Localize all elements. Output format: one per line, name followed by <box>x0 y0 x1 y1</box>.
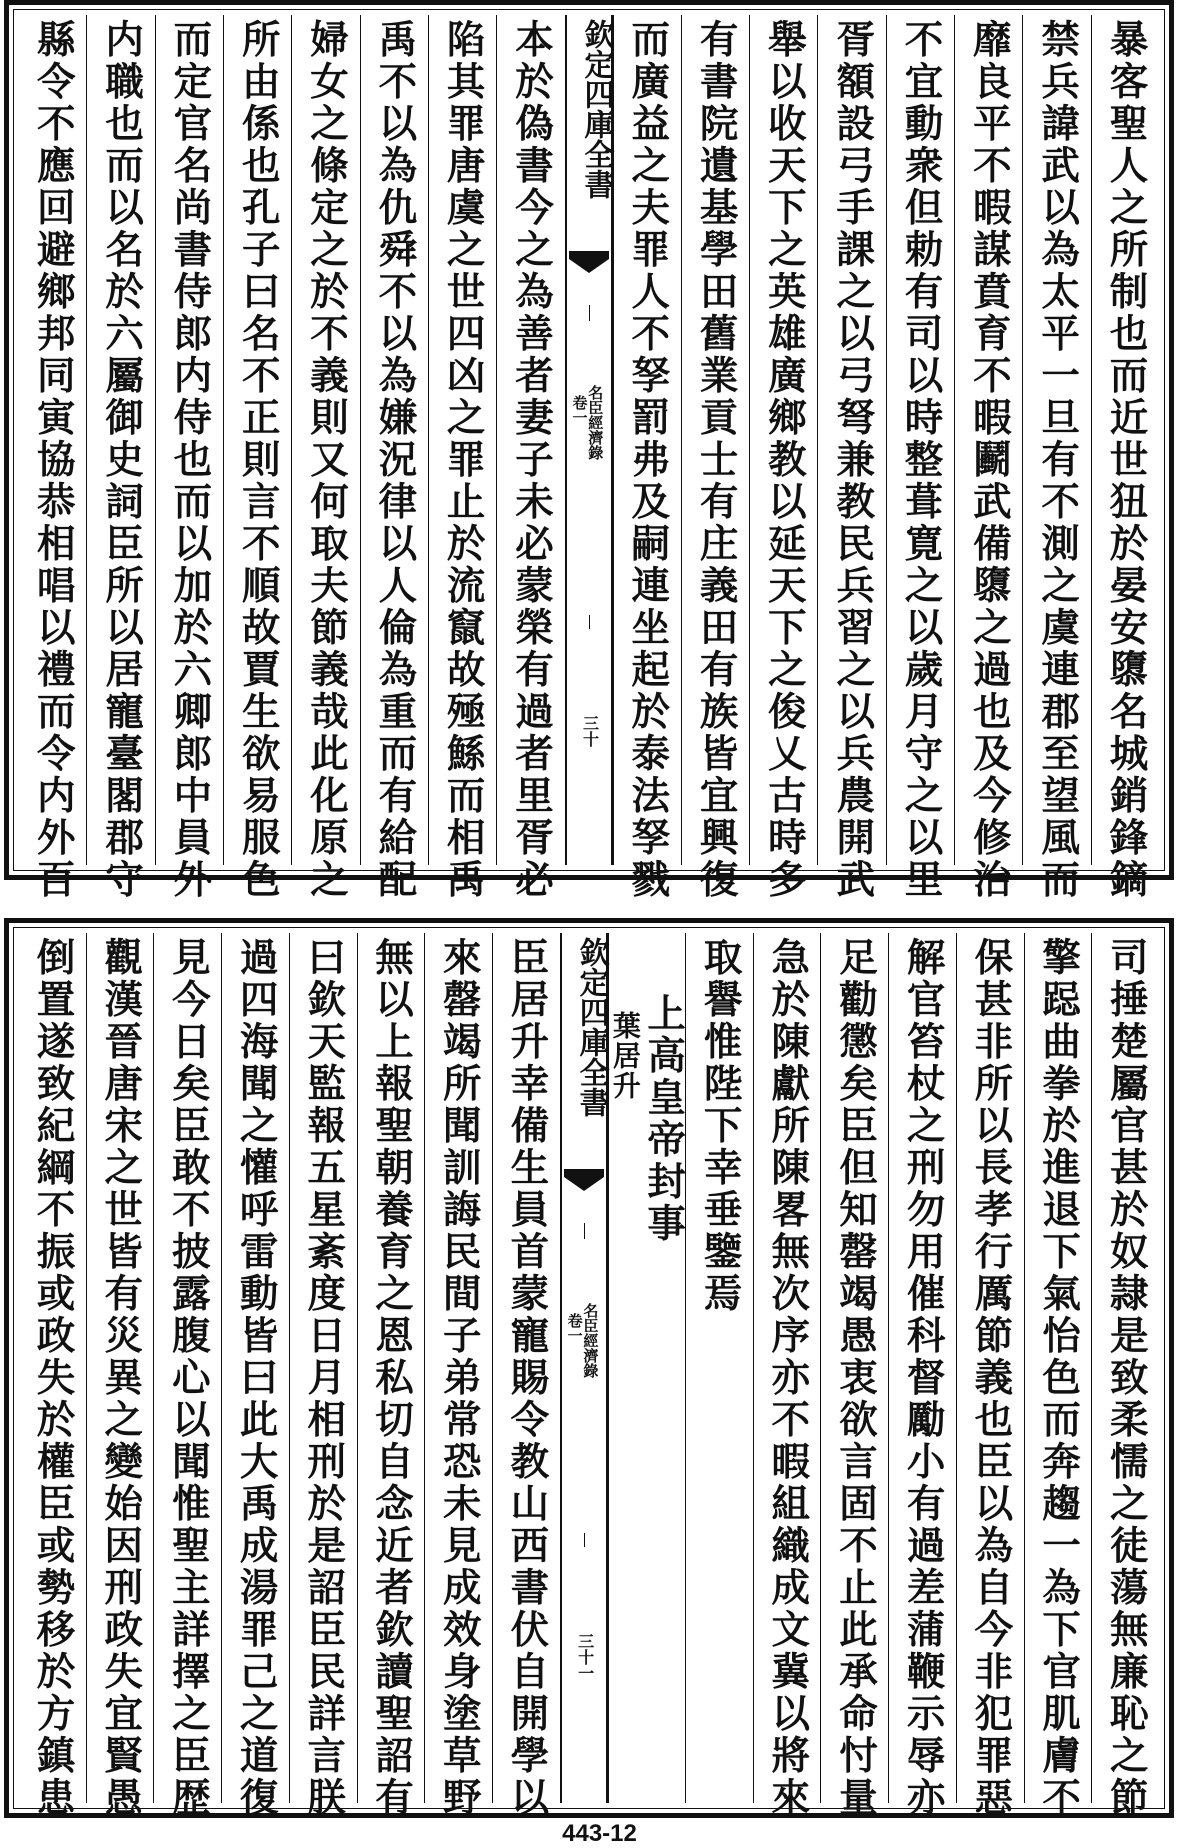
text-column <box>360 15 428 901</box>
column-text: 有書院遺基學田舊業貢士有庄義田有族皆宜興復 <box>693 19 739 901</box>
column-text: 不宜動衆但勅有司以時整葺寛之以歲月守之以里 <box>898 19 944 901</box>
text-column <box>223 15 291 901</box>
gutter-rule <box>589 615 590 629</box>
text-column <box>496 15 564 901</box>
text-column <box>681 15 749 901</box>
gutter-page-number: 三十 <box>580 715 600 747</box>
gutter-book-title: 名臣經濟錄 <box>586 385 605 460</box>
gutter-title: 欽定四庫全書 <box>578 19 614 199</box>
column-text: 解官笞杖之刑勿用催科督勵小有過差蒲鞭示辱亦 <box>900 937 946 1819</box>
text-column <box>86 933 154 1819</box>
column-text: 所由係也孔子曰名不正則言不順故賈生欲易服色 <box>235 19 281 901</box>
column-text: 擎跽曲拳於進退下氣怡色而奔趨一為下官肌膚不 <box>1036 937 1082 1819</box>
text-column <box>19 15 86 901</box>
column-text: 曰欽天監報五星紊度日月相刑於是詔臣民詳言朕 <box>301 937 347 1819</box>
text-column <box>428 15 496 901</box>
memorial-author: 葉居升 <box>608 1011 642 1101</box>
column-text: 見今日矣臣敢不披露腹心以聞惟聖主詳擇之臣歴 <box>165 937 211 1819</box>
column-text: 取譽惟陛下幸垂鑒焉 <box>697 937 743 1315</box>
column-text: 暴客聖人之所制也而近世狃於晏安隳名城銷鋒鏑 <box>1103 19 1149 901</box>
text-column <box>153 933 221 1819</box>
text-column <box>86 15 154 901</box>
gutter-rule <box>584 1223 585 1239</box>
gutter-rule <box>584 1533 585 1547</box>
text-column <box>888 933 956 1819</box>
fishtail-mark-icon <box>564 1169 604 1197</box>
text-column <box>1024 933 1092 1819</box>
column-text: 縣令不應回避鄉邦同寅協恭相唱以禮而令内外百 <box>30 19 76 901</box>
gutter-volume: 卷一 <box>565 1313 584 1343</box>
text-column <box>820 933 888 1819</box>
column-text: 本於偽書今之為善者妻子未必蒙榮有過者里胥必 <box>508 19 554 901</box>
text-column <box>19 933 86 1819</box>
gutter-book-title: 名臣經濟錄 <box>581 1303 600 1378</box>
text-column <box>1091 933 1159 1819</box>
text-column <box>1091 15 1159 901</box>
column-text: 無以上報聖朝養育之恩私切自念近者欽讀聖詔有 <box>369 937 414 1819</box>
column-text: 急於陳獻所陳畧無次序亦不暇組織成文冀以將來 <box>765 937 811 1819</box>
column-text: 過四海聞之懽呼雷動皆曰此大禹成湯罪己之道復 <box>233 937 279 1819</box>
bottom-page <box>4 918 1174 1818</box>
text-column <box>749 15 817 901</box>
column-text: 舉以收天下之英雄廣鄉教以延天下之俊乂古時多 <box>761 19 807 901</box>
text-column <box>221 933 289 1819</box>
column-text: 足勸懲矣臣但知罄竭愚衷欲言固不止此承命忖量 <box>832 937 878 1819</box>
top-page <box>4 0 1174 901</box>
text-column <box>956 933 1024 1819</box>
text-column <box>613 15 681 901</box>
page-number: 443-12 <box>562 1820 637 1847</box>
column-text: 禹不以為仇舜不以為嫌況律以人倫為重而有給配 <box>372 19 418 901</box>
column-text: 觀漢晉唐宋之世皆有災異之變始因刑政失宜賢愚 <box>98 937 144 1819</box>
column-text: 來罄竭所聞訓誨民間子弟常恐未見成效身塗草野 <box>436 937 482 1819</box>
column-text: 婦女之條定之於不義則又何取夫節義哉此化原之 <box>304 19 350 901</box>
column-text: 司捶楚屬官甚於奴隷是致柔懦之徒蕩無廉恥之節 <box>1103 937 1149 1819</box>
column-text: 保甚非所以長孝行厲節義也臣以為自今非犯罪惡 <box>968 937 1014 1819</box>
gutter-volume: 卷一 <box>570 395 589 425</box>
gutter-page-number: 三十一 <box>575 1633 595 1681</box>
column-text: 臣居升幸備生員首蒙寵賜令教山西書伏自開學以 <box>504 937 550 1819</box>
text-column <box>155 15 223 901</box>
text-column <box>492 933 560 1819</box>
title-column <box>608 933 685 1803</box>
center-gutter <box>565 15 613 865</box>
text-column <box>954 15 1022 901</box>
fishtail-mark-icon <box>569 251 609 279</box>
text-column <box>424 933 492 1819</box>
text-column <box>817 15 885 901</box>
center-gutter <box>560 933 608 1803</box>
text-column <box>685 933 753 1803</box>
memorial-title: 上高皇帝封事 <box>641 993 687 1245</box>
column-text: 陷其罪唐虞之世四凶之罪止於流竄故殛鯀而相禹 <box>440 19 486 901</box>
gutter-rule <box>589 305 590 321</box>
column-text: 胥額設弓手課之以弓弩兼教民兵習之以兵農開武 <box>830 19 876 901</box>
text-column <box>357 933 425 1819</box>
column-text: 倒置遂致紀綱不振或政失於權臣或勢移於方鎮患 <box>30 937 76 1819</box>
column-text: 而廣益之夫罪人不孥罰弗及嗣連坐起於泰法孥戮 <box>625 19 671 901</box>
column-text: 靡良平不暇謀賁育不暇鬬武備隳之過也及今修治 <box>966 19 1012 901</box>
column-text: 禁兵諱武以為太平一旦有不測之虞連郡至望風而 <box>1035 19 1081 901</box>
text-column <box>289 933 357 1819</box>
column-text: 内職也而以名於六屬御史詞臣所以居寵臺閣郡守 <box>99 19 145 901</box>
gutter-title: 欽定四庫全書 <box>573 937 609 1117</box>
text-column <box>886 15 954 901</box>
text-column <box>1022 15 1090 901</box>
column-text: 而定官名尚書侍郎内侍也而以加於六卿郎中員外 <box>167 19 213 901</box>
text-column <box>753 933 821 1819</box>
text-column <box>291 15 359 901</box>
